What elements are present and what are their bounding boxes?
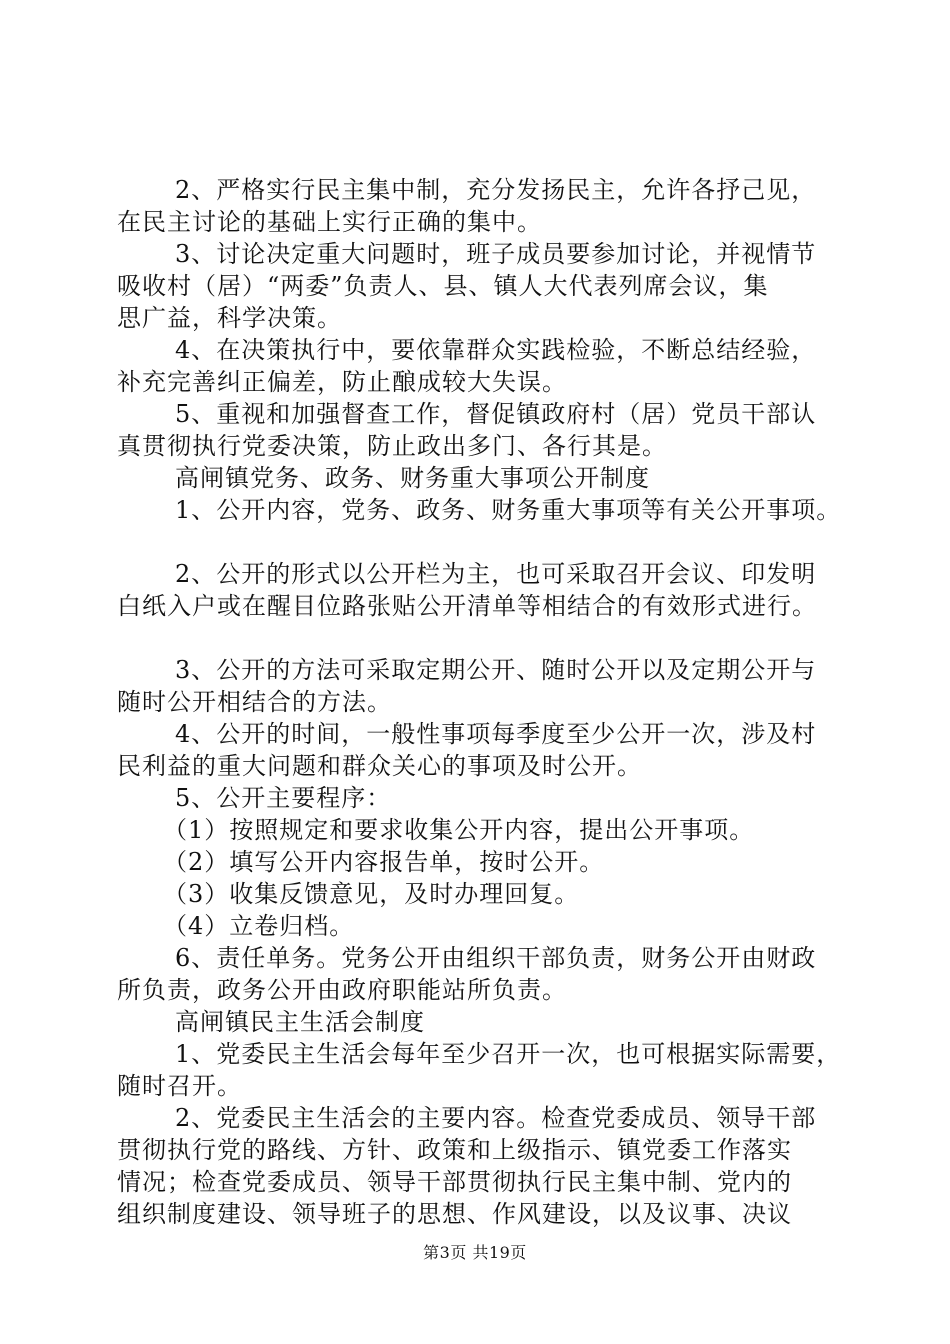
paragraph-line: 补充完善纠正偏差，防止酿成较大失误。 — [117, 368, 567, 396]
paragraph-line: 贯彻执行党的路线、方针、政策和上级指示、镇党委工作落实 — [117, 1136, 792, 1164]
paragraph-line: 在民主讨论的基础上实行正确的集中。 — [117, 208, 542, 236]
paragraph-line: 组织制度建设、领导班子的思想、作风建设，以及议事、决议 — [117, 1200, 792, 1228]
list-item: （4）立卷归档。 — [163, 912, 355, 940]
paragraph-line: 6、责任单务。党务公开由组织干部负责，财务公开由财政 — [175, 944, 817, 972]
paragraph-line: 5、公开主要程序： — [175, 784, 392, 812]
paragraph-line: 1、公开内容，党务、政务、财务重大事项等有关公开事项。 — [175, 496, 842, 524]
list-item: （1）按照规定和要求收集公开内容，提出公开事项。 — [163, 816, 755, 844]
paragraph-line: 随时召开。 — [117, 1072, 242, 1100]
paragraph-line: 1、党委民主生活会每年至少召开一次，也可根据实际需要， — [175, 1040, 842, 1068]
paragraph-line: 4、在决策执行中，要依靠群众实践检验，不断总结经验， — [175, 336, 817, 364]
paragraph-line: 3、公开的方法可采取定期公开、随时公开以及定期公开与 — [175, 656, 817, 684]
list-item: （2）填写公开内容报告单，按时公开。 — [163, 848, 605, 876]
paragraph-line: 4、公开的时间，一般性事项每季度至少公开一次，涉及村 — [175, 720, 817, 748]
paragraph-line: 所负责，政务公开由政府职能站所负责。 — [117, 976, 567, 1004]
paragraph-gap — [117, 526, 852, 558]
paragraph-gap — [117, 622, 852, 654]
paragraph-line: 2、公开的形式以公开栏为主，也可采取召开会议、印发明 — [175, 560, 817, 588]
paragraph-line: 3、讨论决定重大问题时，班子成员要参加讨论，并视情节 — [175, 240, 817, 268]
paragraph-line: 5、重视和加强督查工作，督促镇政府村（居）党员干部认 — [175, 400, 817, 428]
section-heading: 高闸镇党务、政务、财务重大事项公开制度 — [175, 464, 650, 492]
section-heading: 高闸镇民主生活会制度 — [175, 1008, 425, 1036]
document-body — [117, 174, 852, 1230]
page-number-footer: 第3页 共19页 — [423, 1243, 527, 1262]
paragraph-line: 吸收村（居）“两委”负责人、县、镇人大代表列席会议，集 — [117, 272, 769, 300]
paragraph-line: 随时公开相结合的方法。 — [117, 688, 392, 716]
list-item: （3）收集反馈意见，及时办理回复。 — [163, 880, 580, 908]
paragraph-line: 民利益的重大问题和群众关心的事项及时公开。 — [117, 752, 642, 780]
paragraph-line: 白纸入户或在醒目位路张贴公开清单等相结合的有效形式进行。 — [117, 592, 817, 620]
paragraph-line: 思广益，科学决策。 — [117, 304, 342, 332]
paragraph-line: 2、党委民主生活会的主要内容。检查党委成员、领导干部 — [175, 1104, 817, 1132]
paragraph-line: 2、严格实行民主集中制，充分发扬民主，允许各抒己见， — [175, 176, 817, 204]
paragraph-line: 情况；检查党委成员、领导干部贯彻执行民主集中制、党内的 — [117, 1168, 792, 1196]
paragraph-line: 真贯彻执行党委决策，防止政出多门、各行其是。 — [117, 432, 667, 460]
